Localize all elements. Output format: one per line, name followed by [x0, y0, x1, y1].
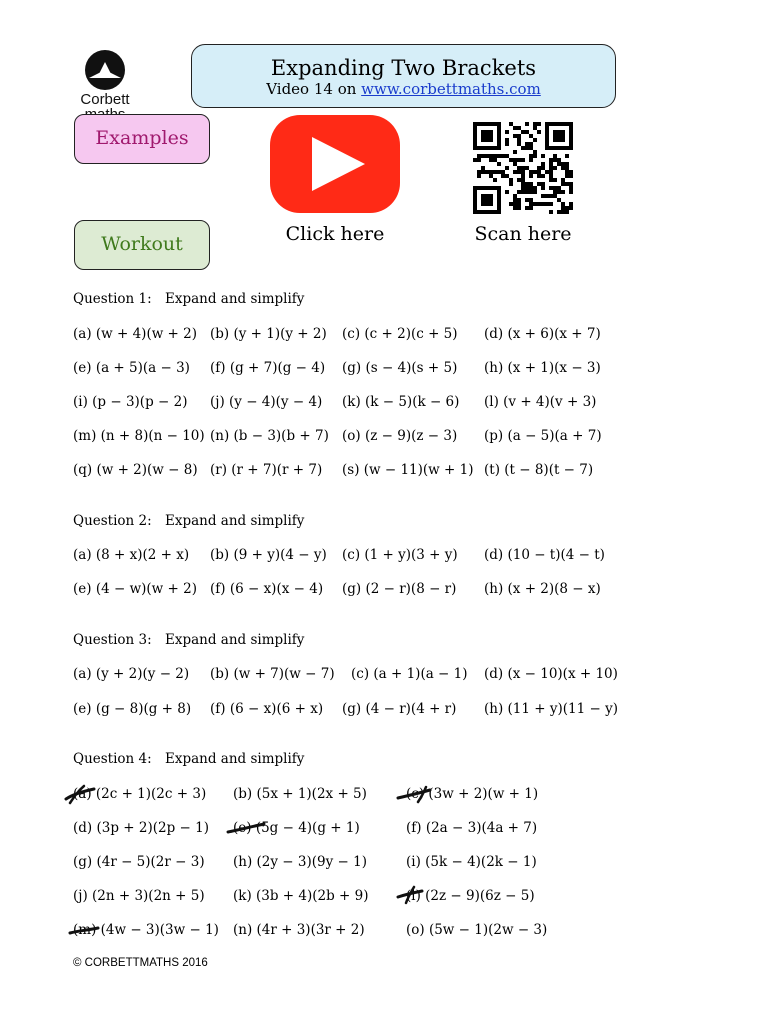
page-title: Expanding Two Brackets [270, 56, 537, 80]
q1-item: (c) (c + 2)(c + 5) [342, 326, 458, 342]
question-3-heading [73, 632, 304, 648]
q2-item: (g) (2 − r)(8 − r) [342, 581, 457, 597]
q3-item: (f) (6 − x)(6 + x) [210, 701, 324, 717]
question-1-label: Question 1: [73, 291, 152, 307]
q1-item: (r) (r + 7)(r + 7) [210, 462, 323, 478]
q1-item: (n) (b − 3)(b + 7) [210, 428, 329, 444]
q4-item: (o) (5w − 1)(2w − 3) [406, 922, 548, 938]
question-4-heading [73, 751, 304, 767]
q4-item: (a) (2c + 1)(2c + 3) [73, 786, 207, 802]
video-subtitle [192, 80, 615, 98]
title-box [191, 44, 616, 108]
q1-item: (h) (x + 1)(x − 3) [484, 360, 601, 376]
question-2-instruction: Expand and simplify [165, 513, 305, 529]
q3-item: (c) (a + 1)(a − 1) [351, 666, 468, 682]
q1-item: (p) (a − 5)(a + 7) [484, 428, 602, 444]
q3-item: (h) (11 + y)(11 − y) [484, 701, 618, 717]
q1-item: (f) (g + 7)(g − 4) [210, 360, 326, 376]
corbettmaths-logo [74, 48, 136, 114]
q4-item: (c) (3w + 2)(w + 1) [406, 786, 539, 802]
q1-item: (k) (k − 5)(k − 6) [342, 394, 460, 410]
question-4-instruction: Expand and simplify [165, 751, 305, 767]
q1-item: (g) (s − 4)(s + 5) [342, 360, 458, 376]
q1-item: (a) (w + 4)(w + 2) [73, 326, 198, 342]
q1-item: (t) (t − 8)(t − 7) [484, 462, 594, 478]
question-3-instruction: Expand and simplify [165, 632, 305, 648]
q4-item: (g) (4r − 5)(2r − 3) [73, 854, 205, 870]
q1-item: (q) (w + 2)(w − 8) [73, 462, 198, 478]
q1-item: (o) (z − 9)(z − 3) [342, 428, 458, 444]
q3-item: (b) (w + 7)(w − 7) [210, 666, 335, 682]
q4-item: (d) (3p + 2)(2p − 1) [73, 820, 209, 836]
examples-button[interactable]: Examples [74, 114, 210, 164]
q2-item: (f) (6 − x)(x − 4) [210, 581, 324, 597]
q2-item: (d) (10 − t)(4 − t) [484, 547, 605, 563]
copyright-footer: © CORBETTMATHS 2016 [73, 957, 208, 969]
q1-item: (l) (v + 4)(v + 3) [484, 394, 597, 410]
q4-item: (j) (2n + 3)(2n + 5) [73, 888, 205, 904]
q2-item: (a) (8 + x)(2 + x) [73, 547, 190, 563]
q1-item: (d) (x + 6)(x + 7) [484, 326, 601, 342]
qr-code-icon [473, 122, 573, 216]
video-prefix: Video 14 on [266, 80, 362, 98]
play-video-icon[interactable] [270, 115, 400, 213]
workout-button[interactable]: Workout [74, 220, 210, 270]
q1-item: (j) (y − 4)(y − 4) [210, 394, 323, 410]
corbettmaths-link[interactable]: www.corbettmaths.com [361, 80, 541, 98]
question-2-heading [73, 513, 304, 529]
q4-item: (k) (3b + 4)(2b + 9) [233, 888, 369, 904]
q1-item: (s) (w − 11)(w + 1) [342, 462, 474, 478]
logo-emblem-icon [83, 48, 127, 92]
q3-item: (d) (x − 10)(x + 10) [484, 666, 618, 682]
question-1-heading [73, 291, 304, 307]
q1-item: (e) (a + 5)(a − 3) [73, 360, 190, 376]
question-1-instruction: Expand and simplify [165, 291, 305, 307]
q1-item: (i) (p − 3)(p − 2) [73, 394, 188, 410]
q4-item: (l) (2z − 9)(6z − 5) [406, 888, 535, 904]
q3-item: (e) (g − 8)(g + 8) [73, 701, 192, 717]
q1-item: (b) (y + 1)(y + 2) [210, 326, 327, 342]
q1-item: (m) (n + 8)(n − 10) [73, 428, 205, 444]
q4-item: (m) (4w − 3)(3w − 1) [73, 922, 219, 938]
question-3-label: Question 3: [73, 632, 152, 648]
q2-item: (h) (x + 2)(8 − x) [484, 581, 601, 597]
q4-item: (b) (5x + 1)(2x + 5) [233, 786, 367, 802]
q2-item: (e) (4 − w)(w + 2) [73, 581, 197, 597]
q4-item: (n) (4r + 3)(3r + 2) [233, 922, 365, 938]
question-2-label: Question 2: [73, 513, 152, 529]
q3-item: (a) (y + 2)(y − 2) [73, 666, 190, 682]
q4-item: (e) (5g − 4)(g + 1) [233, 820, 360, 836]
logo-line1: Corbett [80, 91, 130, 108]
q4-item: (f) (2a − 3)(4a + 7) [406, 820, 538, 836]
scan-here-label: Scan here [474, 223, 572, 245]
q2-item: (c) (1 + y)(3 + y) [342, 547, 458, 563]
click-here-label[interactable]: Click here [285, 223, 385, 245]
q3-item: (g) (4 − r)(4 + r) [342, 701, 457, 717]
q2-item: (b) (9 + y)(4 − y) [210, 547, 327, 563]
question-4-label: Question 4: [73, 751, 152, 767]
q4-item: (i) (5k − 4)(2k − 1) [406, 854, 537, 870]
q4-item: (h) (2y − 3)(9y − 1) [233, 854, 367, 870]
